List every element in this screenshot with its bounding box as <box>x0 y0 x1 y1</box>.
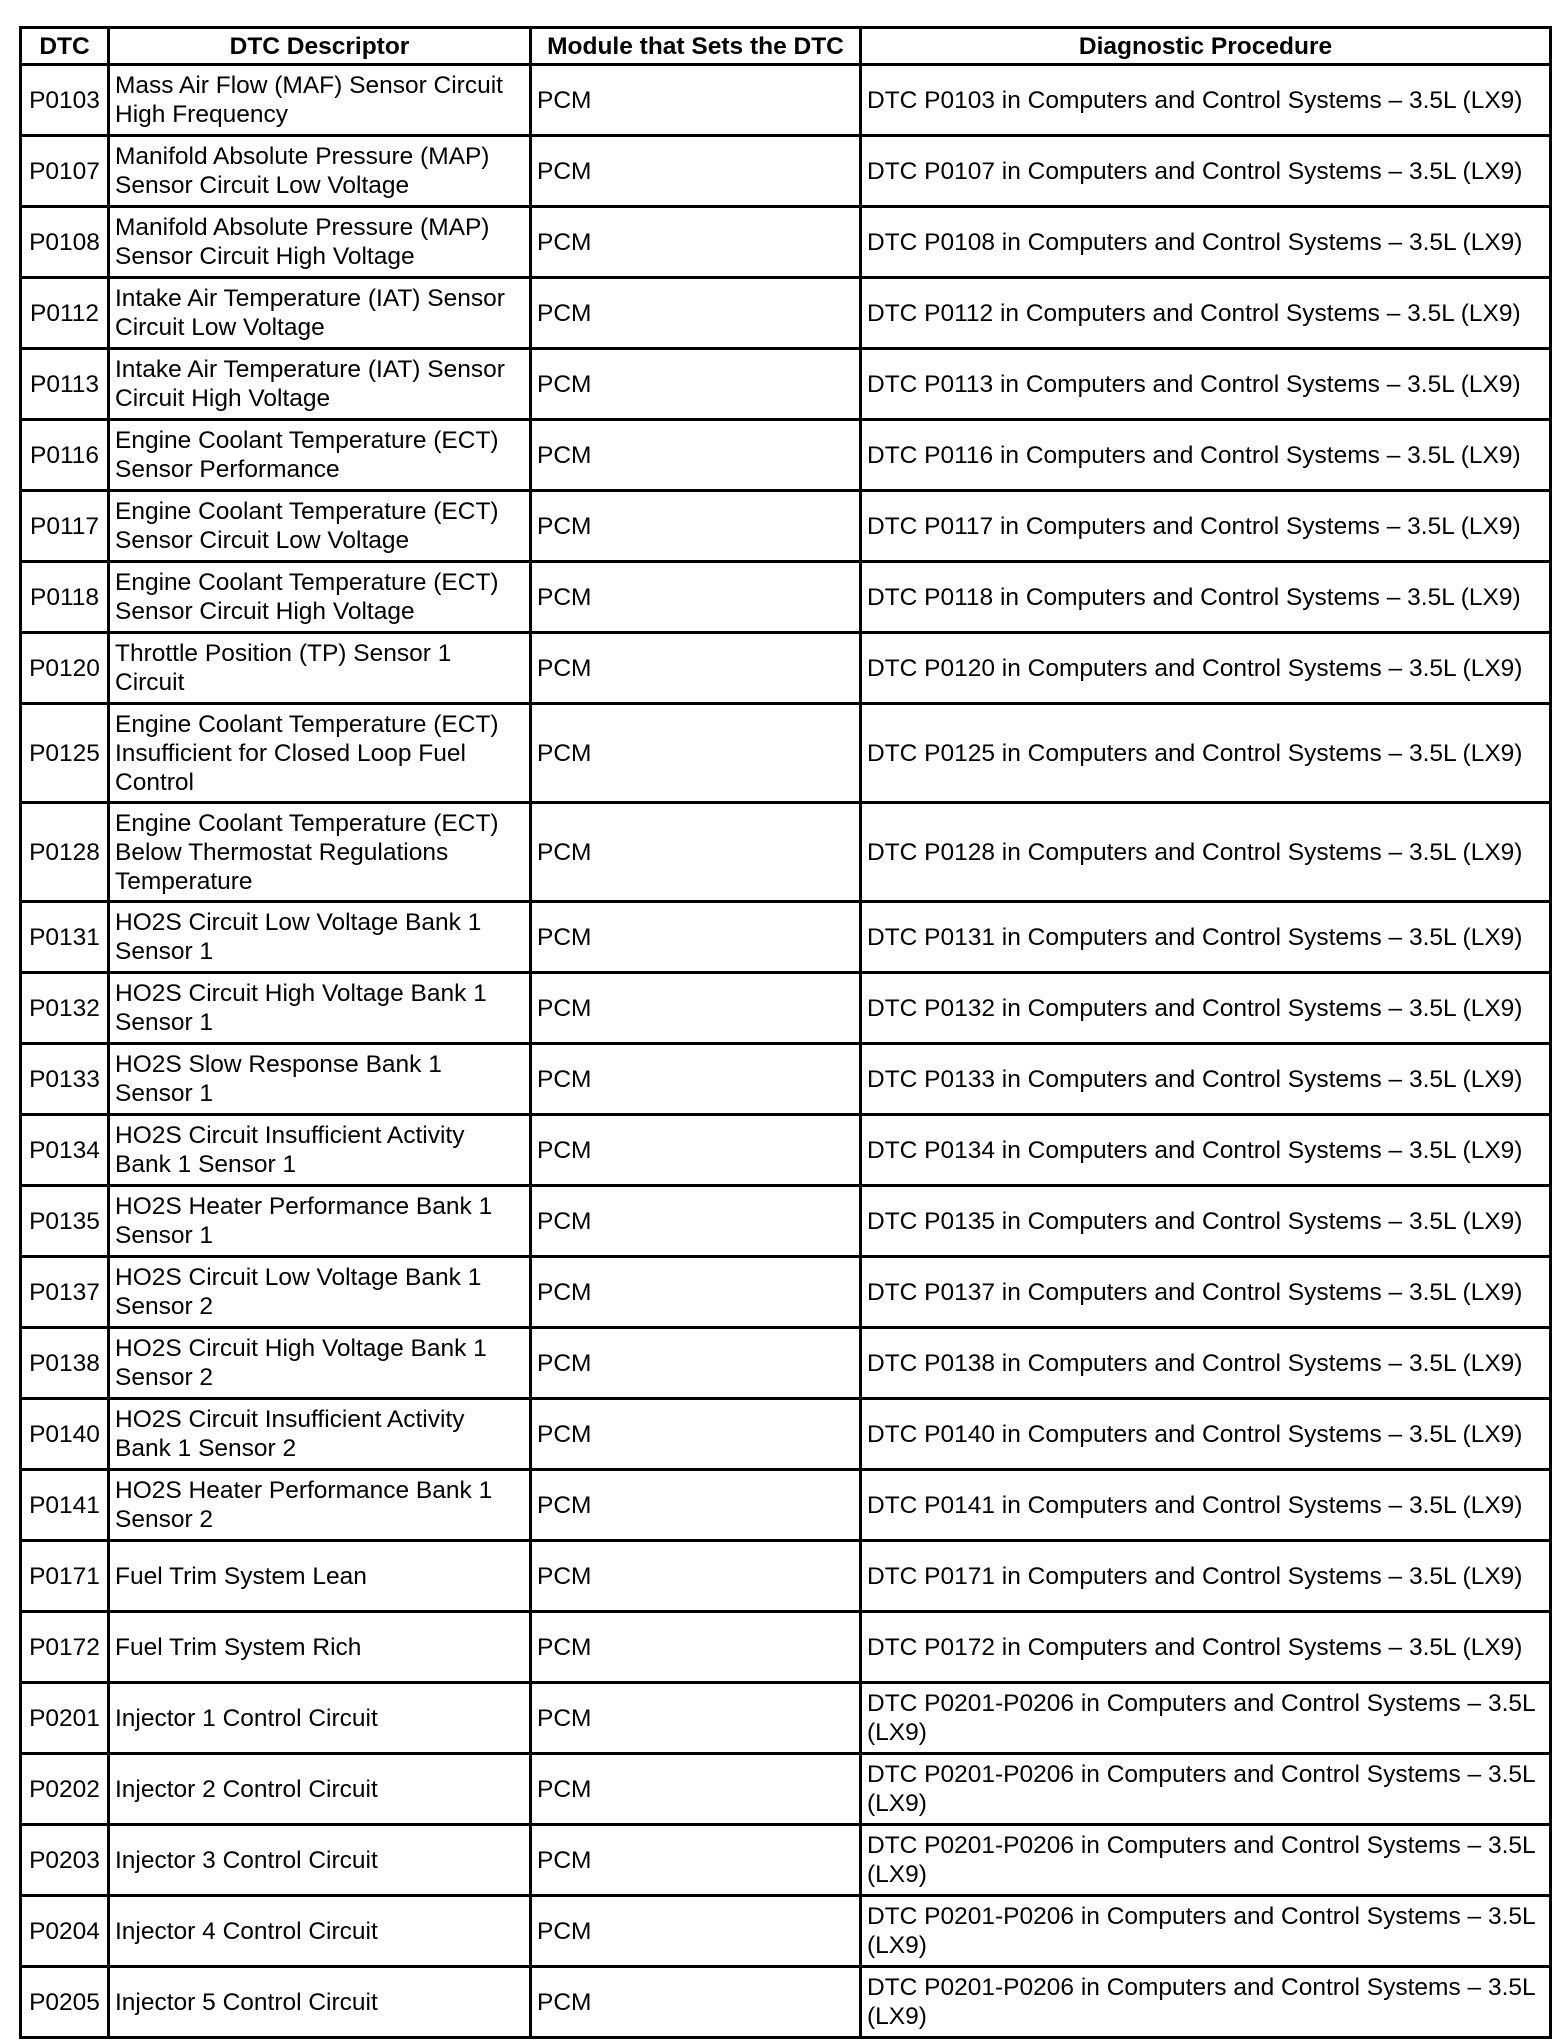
dtc-descriptor: HO2S Circuit High Voltage Bank 1 Sensor 1 <box>109 973 531 1044</box>
dtc-descriptor: HO2S Heater Performance Bank 1 Sensor 2 <box>109 1470 531 1541</box>
dtc-code: P0134 <box>21 1115 109 1186</box>
dtc-procedure: DTC P0141 in Computers and Control Systems – 3.5L (LX9) <box>861 1470 1551 1541</box>
dtc-descriptor: Engine Coolant Temperature (ECT) Below Thermostat Regulations Temperature <box>109 803 531 902</box>
dtc-module: PCM <box>531 1612 861 1683</box>
dtc-procedure: DTC P0118 in Computers and Control Systems – 3.5L (LX9) <box>861 562 1551 633</box>
table-row <box>21 1754 1551 1825</box>
dtc-code: P0117 <box>21 491 109 562</box>
dtc-descriptor: Fuel Trim System Rich <box>109 1612 531 1683</box>
dtc-code: P0107 <box>21 136 109 207</box>
dtc-procedure: DTC P0201-P0206 in Computers and Control Systems – 3.5L (LX9) <box>861 1967 1551 2038</box>
dtc-descriptor: HO2S Circuit Low Voltage Bank 1 Sensor 2 <box>109 1257 531 1328</box>
dtc-module: PCM <box>531 207 861 278</box>
table-row <box>21 1967 1551 2038</box>
table-row <box>21 1541 1551 1612</box>
dtc-descriptor: Manifold Absolute Pressure (MAP) Sensor Circuit Low Voltage <box>109 136 531 207</box>
dtc-procedure: DTC P0117 in Computers and Control Systems – 3.5L (LX9) <box>861 491 1551 562</box>
dtc-code: P0120 <box>21 633 109 704</box>
dtc-descriptor: HO2S Heater Performance Bank 1 Sensor 1 <box>109 1186 531 1257</box>
header-procedure: Diagnostic Procedure <box>861 28 1551 65</box>
dtc-procedure: DTC P0116 in Computers and Control Systems – 3.5L (LX9) <box>861 420 1551 491</box>
dtc-code: P0140 <box>21 1399 109 1470</box>
dtc-code: P0204 <box>21 1896 109 1967</box>
dtc-code: P0201 <box>21 1683 109 1754</box>
table-row <box>21 1825 1551 1896</box>
dtc-module: PCM <box>531 1825 861 1896</box>
dtc-descriptor: Injector 2 Control Circuit <box>109 1754 531 1825</box>
dtc-module: PCM <box>531 902 861 973</box>
dtc-code: P0128 <box>21 803 109 902</box>
dtc-descriptor: Intake Air Temperature (IAT) Sensor Circuit High Voltage <box>109 349 531 420</box>
table-row <box>21 973 1551 1044</box>
table-row <box>21 704 1551 803</box>
dtc-descriptor: HO2S Circuit High Voltage Bank 1 Sensor 2 <box>109 1328 531 1399</box>
dtc-code: P0132 <box>21 973 109 1044</box>
dtc-module: PCM <box>531 1967 861 2038</box>
table-row <box>21 562 1551 633</box>
dtc-code: P0103 <box>21 65 109 136</box>
dtc-module: PCM <box>531 1754 861 1825</box>
dtc-descriptor: Manifold Absolute Pressure (MAP) Sensor Circuit High Voltage <box>109 207 531 278</box>
dtc-code: P0133 <box>21 1044 109 1115</box>
dtc-module: PCM <box>531 420 861 491</box>
dtc-procedure: DTC P0112 in Computers and Control Systems – 3.5L (LX9) <box>861 278 1551 349</box>
table-row <box>21 1612 1551 1683</box>
table-row <box>21 1044 1551 1115</box>
header-module: Module that Sets the DTC <box>531 28 861 65</box>
dtc-descriptor: Mass Air Flow (MAF) Sensor Circuit High Frequency <box>109 65 531 136</box>
table-row <box>21 349 1551 420</box>
table-row <box>21 1115 1551 1186</box>
dtc-module: PCM <box>531 562 861 633</box>
dtc-code: P0141 <box>21 1470 109 1541</box>
dtc-descriptor: Injector 5 Control Circuit <box>109 1967 531 2038</box>
dtc-procedure: DTC P0137 in Computers and Control Systems – 3.5L (LX9) <box>861 1257 1551 1328</box>
dtc-code: P0135 <box>21 1186 109 1257</box>
dtc-module: PCM <box>531 1186 861 1257</box>
dtc-code: P0138 <box>21 1328 109 1399</box>
dtc-module: PCM <box>531 1470 861 1541</box>
dtc-code: P0113 <box>21 349 109 420</box>
table-row <box>21 902 1551 973</box>
dtc-descriptor: Engine Coolant Temperature (ECT) Sensor Circuit High Voltage <box>109 562 531 633</box>
dtc-module: PCM <box>531 1399 861 1470</box>
table-row <box>21 278 1551 349</box>
dtc-module: PCM <box>531 278 861 349</box>
dtc-code: P0203 <box>21 1825 109 1896</box>
table-row <box>21 1328 1551 1399</box>
dtc-descriptor: Injector 3 Control Circuit <box>109 1825 531 1896</box>
table-row <box>21 1470 1551 1541</box>
dtc-module: PCM <box>531 633 861 704</box>
dtc-procedure: DTC P0132 in Computers and Control Systems – 3.5L (LX9) <box>861 973 1551 1044</box>
dtc-module: PCM <box>531 803 861 902</box>
dtc-procedure: DTC P0125 in Computers and Control Systems – 3.5L (LX9) <box>861 704 1551 803</box>
dtc-code: P0131 <box>21 902 109 973</box>
dtc-procedure: DTC P0103 in Computers and Control Systems – 3.5L (LX9) <box>861 65 1551 136</box>
dtc-procedure: DTC P0201-P0206 in Computers and Control Systems – 3.5L (LX9) <box>861 1754 1551 1825</box>
table-row <box>21 1399 1551 1470</box>
dtc-descriptor: HO2S Circuit Insufficient Activity Bank 1 Sensor 1 <box>109 1115 531 1186</box>
dtc-procedure: DTC P0108 in Computers and Control Systems – 3.5L (LX9) <box>861 207 1551 278</box>
dtc-descriptor: Injector 4 Control Circuit <box>109 1896 531 1967</box>
dtc-module: PCM <box>531 491 861 562</box>
dtc-descriptor: Engine Coolant Temperature (ECT) Sensor Performance <box>109 420 531 491</box>
dtc-module: PCM <box>531 704 861 803</box>
table-body <box>21 65 1551 2038</box>
dtc-procedure: DTC P0201-P0206 in Computers and Control Systems – 3.5L (LX9) <box>861 1825 1551 1896</box>
dtc-procedure: DTC P0138 in Computers and Control Systems – 3.5L (LX9) <box>861 1328 1551 1399</box>
table-row <box>21 65 1551 136</box>
dtc-code: P0137 <box>21 1257 109 1328</box>
dtc-procedure: DTC P0171 in Computers and Control Systems – 3.5L (LX9) <box>861 1541 1551 1612</box>
table-row <box>21 803 1551 902</box>
dtc-procedure: DTC P0201-P0206 in Computers and Control Systems – 3.5L (LX9) <box>861 1896 1551 1967</box>
dtc-descriptor: Engine Coolant Temperature (ECT) Sensor Circuit Low Voltage <box>109 491 531 562</box>
table-row <box>21 1186 1551 1257</box>
dtc-descriptor: Fuel Trim System Lean <box>109 1541 531 1612</box>
dtc-procedure: DTC P0172 in Computers and Control Systems – 3.5L (LX9) <box>861 1612 1551 1683</box>
dtc-module: PCM <box>531 973 861 1044</box>
dtc-module: PCM <box>531 1257 861 1328</box>
dtc-code: P0202 <box>21 1754 109 1825</box>
dtc-table <box>19 26 1552 2039</box>
table-row <box>21 136 1551 207</box>
table-row <box>21 207 1551 278</box>
dtc-module: PCM <box>531 1541 861 1612</box>
dtc-code: P0108 <box>21 207 109 278</box>
dtc-module: PCM <box>531 136 861 207</box>
header-row <box>21 28 1551 65</box>
dtc-code: P0172 <box>21 1612 109 1683</box>
dtc-procedure: DTC P0128 in Computers and Control Systems – 3.5L (LX9) <box>861 803 1551 902</box>
dtc-descriptor: Throttle Position (TP) Sensor 1 Circuit <box>109 633 531 704</box>
dtc-module: PCM <box>531 65 861 136</box>
header-dtc: DTC <box>21 28 109 65</box>
table-header <box>21 28 1551 65</box>
dtc-procedure: DTC P0134 in Computers and Control Systems – 3.5L (LX9) <box>861 1115 1551 1186</box>
dtc-module: PCM <box>531 1115 861 1186</box>
table-row <box>21 420 1551 491</box>
dtc-module: PCM <box>531 1044 861 1115</box>
dtc-code: P0112 <box>21 278 109 349</box>
table-row <box>21 633 1551 704</box>
dtc-procedure: DTC P0107 in Computers and Control Systems – 3.5L (LX9) <box>861 136 1551 207</box>
dtc-descriptor: HO2S Circuit Insufficient Activity Bank 1 Sensor 2 <box>109 1399 531 1470</box>
dtc-procedure: DTC P0140 in Computers and Control Systems – 3.5L (LX9) <box>861 1399 1551 1470</box>
table-row <box>21 1257 1551 1328</box>
dtc-descriptor: HO2S Circuit Low Voltage Bank 1 Sensor 1 <box>109 902 531 973</box>
dtc-module: PCM <box>531 1683 861 1754</box>
dtc-code: P0125 <box>21 704 109 803</box>
dtc-procedure: DTC P0201-P0206 in Computers and Control Systems – 3.5L (LX9) <box>861 1683 1551 1754</box>
dtc-procedure: DTC P0113 in Computers and Control Systems – 3.5L (LX9) <box>861 349 1551 420</box>
dtc-procedure: DTC P0131 in Computers and Control Systems – 3.5L (LX9) <box>861 902 1551 973</box>
dtc-descriptor: Intake Air Temperature (IAT) Sensor Circuit Low Voltage <box>109 278 531 349</box>
dtc-descriptor: HO2S Slow Response Bank 1 Sensor 1 <box>109 1044 531 1115</box>
dtc-module: PCM <box>531 1328 861 1399</box>
dtc-procedure: DTC P0133 in Computers and Control Systems – 3.5L (LX9) <box>861 1044 1551 1115</box>
dtc-descriptor: Injector 1 Control Circuit <box>109 1683 531 1754</box>
table-row <box>21 1896 1551 1967</box>
dtc-code: P0116 <box>21 420 109 491</box>
table-row <box>21 491 1551 562</box>
dtc-code: P0171 <box>21 1541 109 1612</box>
dtc-code: P0205 <box>21 1967 109 2038</box>
header-descriptor: DTC Descriptor <box>109 28 531 65</box>
dtc-descriptor: Engine Coolant Temperature (ECT) Insufficient for Closed Loop Fuel Control <box>109 704 531 803</box>
dtc-procedure: DTC P0135 in Computers and Control Systems – 3.5L (LX9) <box>861 1186 1551 1257</box>
dtc-procedure: DTC P0120 in Computers and Control Systems – 3.5L (LX9) <box>861 633 1551 704</box>
dtc-code: P0118 <box>21 562 109 633</box>
dtc-module: PCM <box>531 349 861 420</box>
dtc-module: PCM <box>531 1896 861 1967</box>
table-row <box>21 1683 1551 1754</box>
